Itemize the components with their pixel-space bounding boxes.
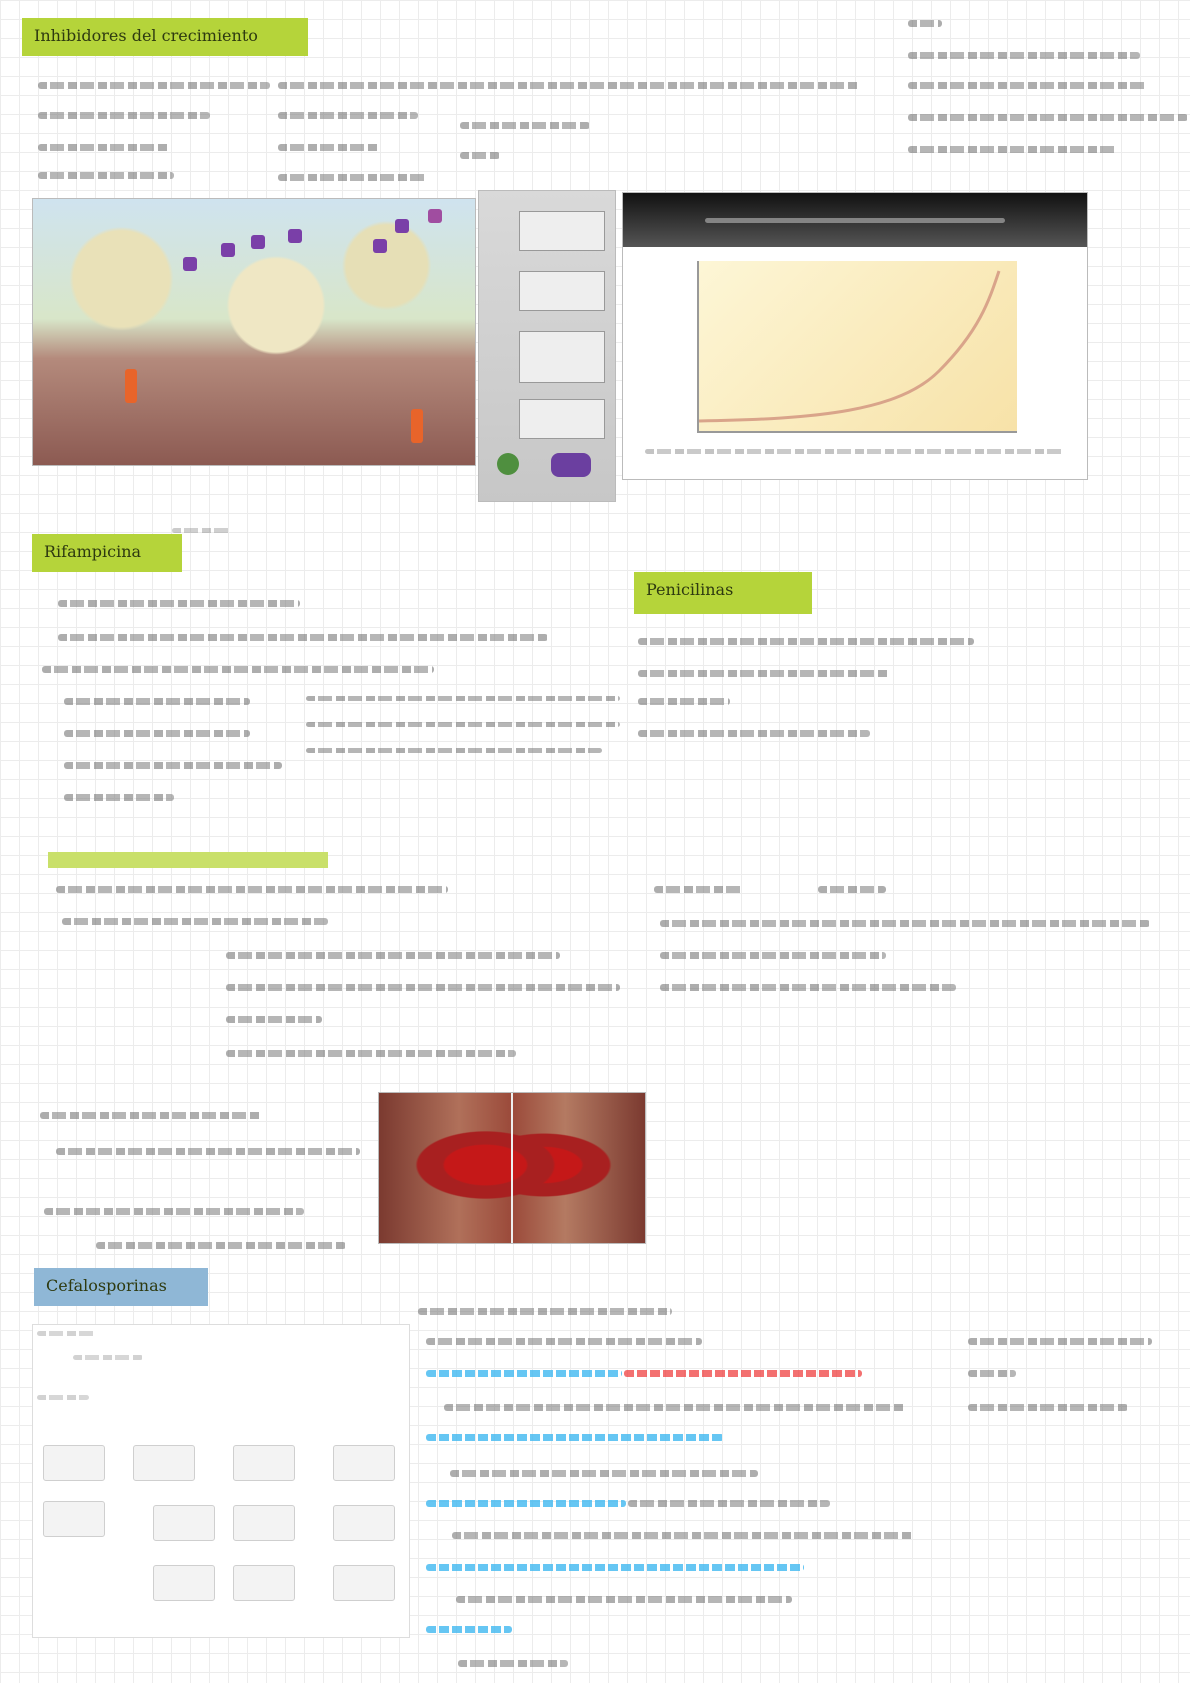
mechanism-flow-illustration bbox=[478, 190, 616, 502]
section-4-title: Cefalosporinas bbox=[34, 1268, 208, 1306]
section-2-title: Rifampicina bbox=[32, 534, 182, 572]
graph-plot-area bbox=[697, 261, 1017, 433]
section-3-title: Penicilinas bbox=[634, 572, 812, 614]
main-title: Inhibidores del crecimiento bbox=[22, 18, 308, 56]
structure-diagram bbox=[32, 1324, 410, 1638]
resistance-graph bbox=[622, 192, 1088, 480]
cell-wall-illustration bbox=[32, 198, 476, 466]
graph-header bbox=[623, 193, 1087, 247]
subsection-highlight bbox=[48, 852, 328, 868]
clinical-photo bbox=[378, 1092, 646, 1244]
